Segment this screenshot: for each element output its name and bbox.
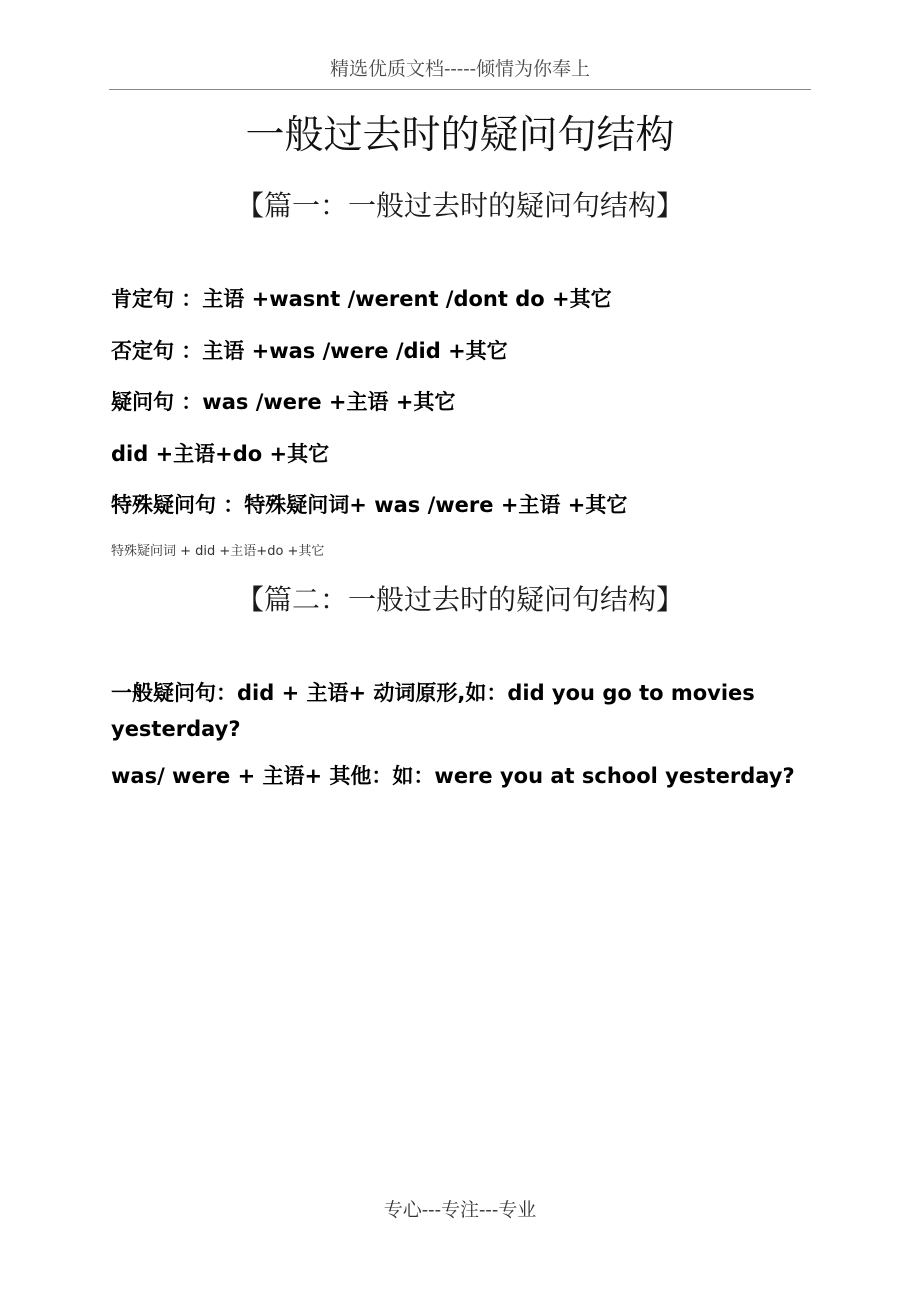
affirmative-sentence-rule: 肯定句 ：主语 +wasnt /werent /dont do +其它 xyxy=(111,287,612,311)
was-were-question-example: was/ were + 主语+ 其他：如：were you at school yesterday? xyxy=(111,764,795,788)
did-question-rule: did +主语+do +其它 xyxy=(111,442,330,466)
section-2-heading: 【篇二：一般过去时的疑问句结构】 xyxy=(235,583,684,616)
negative-sentence-rule: 否定句 ：主语 +was /were /did +其它 xyxy=(111,339,508,363)
special-question-rule: 特殊疑问句 ：特殊疑问词+ was /were +主语 +其它 xyxy=(111,493,628,517)
header-divider xyxy=(109,89,811,90)
document-title: 一般过去时的疑问句结构 xyxy=(245,113,675,158)
page-footer: 专心---专注---专业 xyxy=(383,1199,537,1221)
page-header: 精选优质文档-----倾情为你奉上 xyxy=(329,58,591,80)
general-question-example: 一般疑问句：did + 主语+ 动词原形,如：did you go to movies yesterday? xyxy=(111,681,755,741)
special-question-did-rule: 特殊疑问词 + did +主语+do +其它 xyxy=(111,544,325,559)
question-sentence-rule: 疑问句 ：was /were +主语 +其它 xyxy=(111,390,456,414)
section-1-heading: 【篇一：一般过去时的疑问句结构】 xyxy=(235,189,684,222)
